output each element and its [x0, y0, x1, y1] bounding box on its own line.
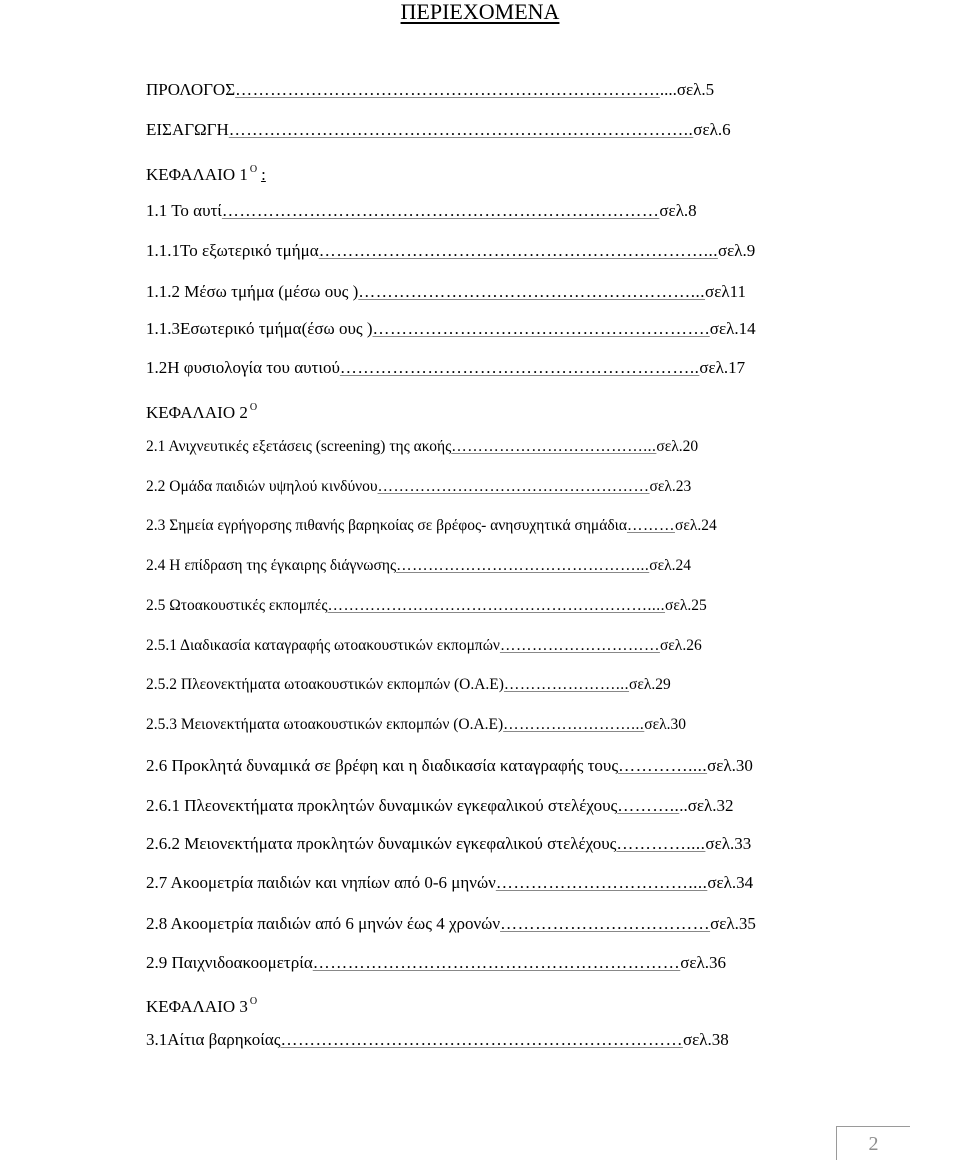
page-number: 2: [836, 1126, 910, 1160]
chapter-heading: ΚΕΦΑΛΑΙΟ 2 $^O$: [146, 402, 258, 422]
toc-entry: 2.5.2 Πλεονεκτήματα ωτοακουστικών εκπομπών (Ο.Α.Ε)…………………...σελ.29: [146, 676, 671, 693]
page-title: ΠΕΡΙΕΧΟΜΕΝΑ: [400, 0, 560, 24]
toc-entry: 2.3 Σημεία εγρήγορσης πιθανής βαρηκοίας σε βρέφος- ανησυχητικά σημάδια………σελ.24: [146, 517, 717, 534]
toc-entry: 2.1 Ανιχνευτικές εξετάσεις (screening) της ακοής………………………………...σελ.20: [146, 438, 699, 455]
toc-entry: 2.6.2 Μειονεκτήματα προκλητών δυναμικών εγκεφαλικού στελέχους…………....σελ.33: [146, 834, 752, 853]
toc-entry: 2.8 Ακοομετρία παιδιών από 6 μηνών έως 4 χρονών………………………………σελ.35: [146, 914, 756, 933]
toc-entry: 1.1 Το αυτί…………………………………………………………………σελ.8: [146, 201, 697, 220]
toc-entry: 2.6.1 Πλεονεκτήματα προκλητών δυναμικών εγκεφαλικού στελέχους………....σελ.32: [146, 796, 734, 815]
chapter-heading: ΚΕΦΑΛΑΙΟ 3 $^O$: [146, 996, 258, 1016]
toc-entry: 2.5.3 Μειονεκτήματα ωτοακουστικών εκπομπών (Ο.Α.Ε)……………………...σελ.30: [146, 716, 687, 733]
toc-entry: 2.7 Ακοομετρία παιδιών και νηπίων από 0-6 μηνών……………………………....σελ.34: [146, 873, 754, 892]
toc-entry: 1.2Η φυσιολογία του αυτιού……………………………………………………..σελ.17: [146, 358, 746, 377]
toc-entry: ΕΙΣΑΓΩΓΗ……………………………………………………………………..σελ.6: [146, 120, 731, 139]
chapter-heading: ΚΕΦΑΛΑΙΟ 1 $^O$ :: [146, 164, 266, 184]
toc-entry: 1.1.3Εσωτερικό τμήμα(έσω ους )………………………………………………….σελ.14: [146, 319, 756, 338]
toc-entry: 2.5.1 Διαδικασία καταγραφής ωτοακουστικών εκπομπών…………………………σελ.26: [146, 637, 702, 654]
toc-entry: 2.2 Ομάδα παιδιών υψηλού κινδύνου……………………………………………σελ.23: [146, 478, 692, 495]
toc-entry: 1.1.2 Μέσω τμήμα (μέσω ους )…………………………………………………...σελ11: [146, 282, 746, 301]
toc-entry: 2.4 Η επίδραση της έγκαιρης διάγνωσης………………………………………...σελ.24: [146, 557, 691, 574]
toc-entry: ΠΡΟΛΟΓΟΣ……………………………………………………………….....σελ.5: [146, 80, 715, 99]
toc-entry: 2.6 Προκλητά δυναμικά σε βρέφη και η διαδικασία καταγραφής τους…………....σελ.30: [146, 756, 753, 775]
toc-entry: 1.1.1Το εξωτερικό τμήμα…………………………………………………………...σελ.9: [146, 241, 756, 260]
toc-entry: 2.9 Παιχνιδοακοομετρία………………………………………………………σελ.36: [146, 953, 727, 972]
toc-entry: 2.5 Ωτοακουστικές εκπομπές……………………………………………………....σελ.25: [146, 597, 707, 614]
toc-entry: 3.1Αίτια βαρηκοίας……………………………………………………………σελ.38: [146, 1030, 729, 1049]
